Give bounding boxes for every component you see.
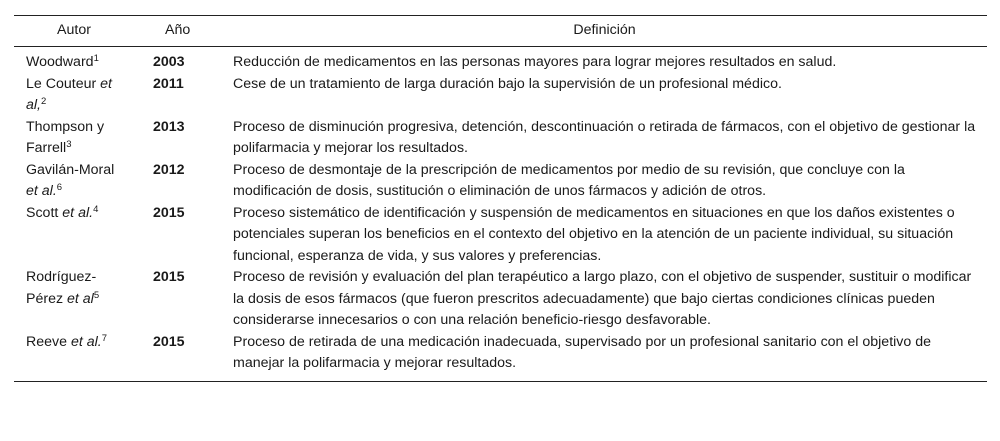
autor-cell	[14, 117, 134, 160]
autor-name: Reeve	[26, 333, 68, 350]
reference-number: 4	[93, 203, 99, 215]
autor-etal: et al.	[70, 333, 102, 350]
anio-cell: 2015	[134, 332, 222, 382]
table-row	[14, 117, 987, 160]
autor-name: Scott	[26, 204, 59, 221]
anio-cell: 2003	[153, 54, 185, 70]
autor-cell	[14, 74, 134, 117]
definicion-cell: Proceso de desmontaje de la prescripción de medicamentos por medio de su revisión, que concluye con la modificación de dosis, sustitución o eliminación de unos fármacos y adición de otros.	[233, 161, 905, 199]
anio-cell: 2015	[153, 204, 185, 221]
anio-cell: 2015	[153, 269, 185, 285]
column-header-anio: Año	[134, 16, 222, 47]
autor-etal: et al.	[26, 183, 57, 199]
autor-name: Woodward	[26, 54, 94, 70]
autor-cell	[14, 203, 134, 268]
autor-name: Le Couteur	[26, 75, 97, 92]
reference-number: 6	[56, 182, 63, 193]
table-row	[14, 160, 987, 203]
definicion-cell: Reducción de medicamentos en las personas mayores para lograr mejores resultados en salud.	[233, 54, 837, 70]
autor-name: Rodríguez-Pérez	[26, 269, 97, 307]
table-row	[14, 47, 987, 74]
column-header-autor: Autor	[14, 16, 134, 47]
table-row	[14, 332, 987, 382]
reference-number: 5	[93, 289, 100, 301]
definicion-cell: Cese de un tratamiento de larga duración bajo la supervisión de un profesional médico.	[233, 75, 782, 92]
autor-etal: et al	[67, 290, 94, 307]
definicion-cell: Proceso de retirada de una medicación inadecuada, supervisado por un profesional sanitario con el objetivo de manejar la polifarmacia y mejorar resultados.	[222, 332, 987, 382]
reference-number: 1	[93, 53, 99, 64]
reference-number: 7	[101, 332, 108, 344]
reference-number: 3	[66, 139, 72, 150]
anio-cell: 2012	[153, 161, 185, 178]
anio-cell: 2011	[153, 75, 184, 92]
table-header-row	[14, 16, 987, 47]
column-header-definicion: Definición	[222, 16, 987, 47]
autor-etal: et al.	[62, 204, 94, 221]
autor-cell	[14, 267, 134, 332]
anio-cell: 2013	[153, 118, 185, 135]
autor-name: Gavilán-Moral	[26, 161, 115, 178]
definicion-cell: Proceso sistemático de identificación y suspensión de medicamentos en situaciones en que los daños existentes o potenciales superan los beneficios en el contexto del objetivo en la atención de un paciente individual, su situación funcional, esperanza de vida, y sus valores y preferencias.	[233, 204, 955, 264]
table-row	[14, 267, 987, 332]
definicion-cell: Proceso de revisión y evaluación del plan terapéutico a largo plazo, con el objetivo de suspender, sustituir o modificar la dosis de esos fármacos (que fueron prescritos adecuadamente) que bajo ciertas condiciones clínicas pueden considerarse innecesarios o con una relación beneficio-riesgo desfavorable.	[233, 269, 972, 328]
table-row	[14, 74, 987, 117]
reference-number: 2	[40, 96, 47, 107]
definicion-cell: Proceso de disminución progresiva, detención, descontinuación o retirada de fármacos, con el objetivo de gestionar la polifarmacia y mejorar los resultados.	[233, 118, 976, 156]
autor-cell	[14, 160, 134, 203]
autor-name: Thompson y Farrell	[26, 118, 105, 156]
autor-etal: et al,	[26, 75, 112, 113]
autor-cell	[14, 332, 134, 382]
autor-cell	[14, 47, 134, 74]
deprescription-definitions-table	[14, 15, 987, 382]
table-row	[14, 203, 987, 268]
